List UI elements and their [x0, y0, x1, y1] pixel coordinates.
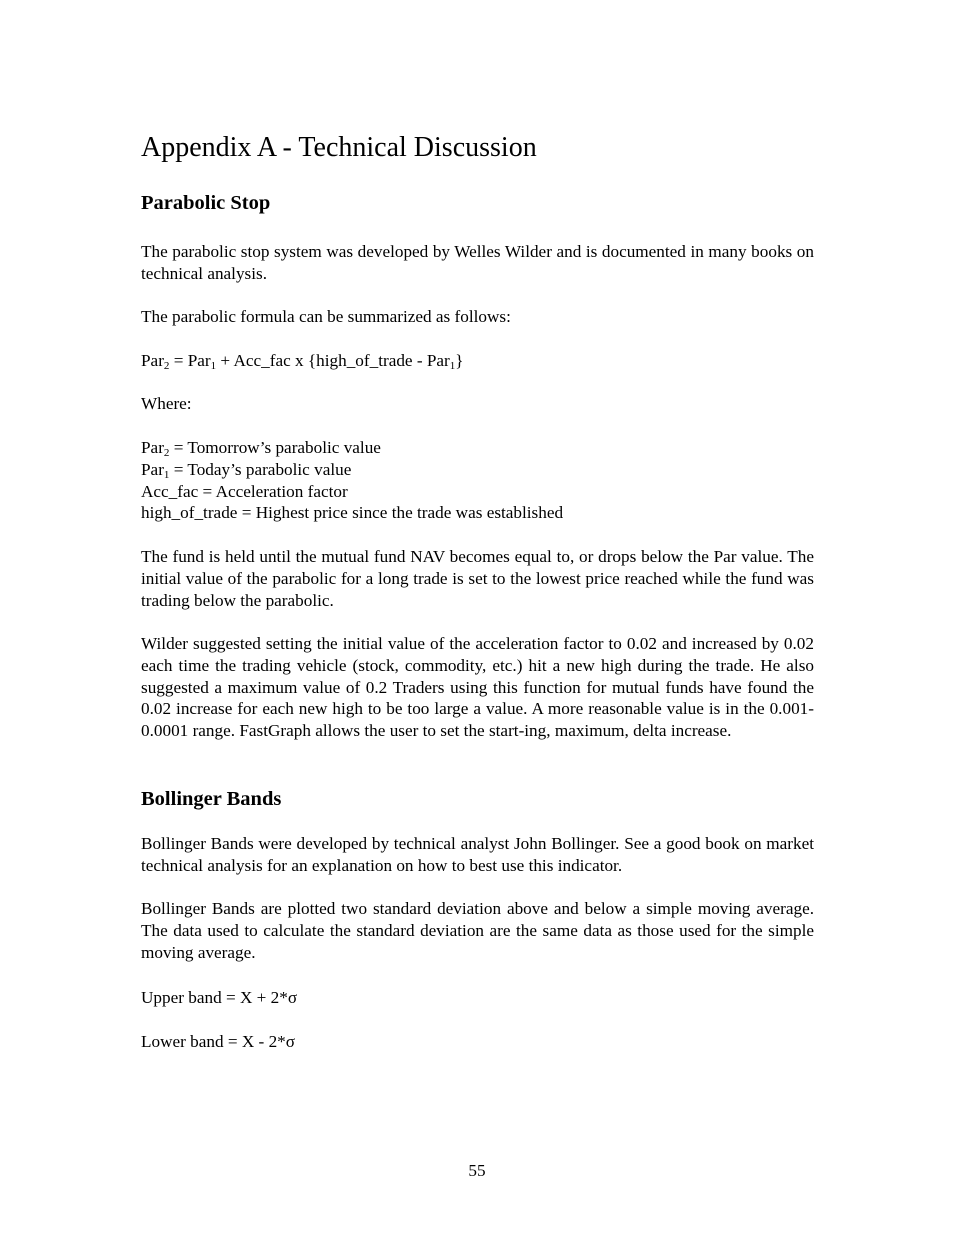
definition-high-of-trade: high_of_trade = Highest price since the trade was established [141, 503, 564, 522]
where-label: Where: [141, 394, 192, 413]
page-title: Appendix A - Technical Discussion [141, 132, 537, 163]
formula-upper-band: Upper band = X + 2*σ [141, 988, 298, 1007]
definition-acc-fac: Acc_fac = Acceleration factor [141, 482, 348, 501]
paragraph-bollinger-plot: Bollinger Bands are plotted two standard deviation above and below a simple moving average. The data used to calculate the standard deviation are the same data as those used for the simple moving average. [141, 899, 814, 962]
section-heading-bollinger-bands: Bollinger Bands [141, 788, 282, 810]
paragraph-formula-intro: The parabolic formula can be summarized as follows: [141, 307, 511, 326]
definition-par2: Par$_2$ = Tomorrow’s parabolic value [141, 438, 381, 459]
paragraph-fund-held: The fund is held until the mutual fund NAV becomes equal to, or drops below the Par value. The initial value of the parabolic for a long trade is set to the lowest price reached while the fund was trading below the parabolic. [141, 547, 814, 610]
paragraph-parabolic-intro: The parabolic stop system was developed by Welles Wilder and is documented in many books on technical analysis. [141, 242, 814, 283]
paragraph-wilder-suggestion: Wilder suggested setting the initial value of the acceleration factor to 0.02 and increased by 0.02 each time the trading vehicle (stock, commodity, etc.) hit a new high during the trade. He also suggested a maximum value of 0.2 Traders using this function for mutual funds have found the 0.02 increase for each new high to be too large a value. A more reasonable value is in the 0.001-0.0001 range. FastGraph allows the user to set the start-ing, maximum, delta increase. [141, 634, 814, 741]
paragraph-bollinger-intro: Bollinger Bands were developed by technical analyst John Bollinger. See a good book on market technical analysis for an explanation on how to best use this indicator. [141, 834, 814, 875]
definition-par1: Par$_1$ = Today’s parabolic value [141, 460, 352, 481]
section-heading-parabolic-stop: Parabolic Stop [141, 192, 271, 214]
parabolic-formula: Par$_2$ = Par$_1$ + Acc_fac x {high_of_trade - Par$_1$} [141, 351, 464, 372]
formula-lower-band: Lower band = X - 2*σ [141, 1032, 296, 1051]
page-number: 55 [468, 1161, 486, 1180]
